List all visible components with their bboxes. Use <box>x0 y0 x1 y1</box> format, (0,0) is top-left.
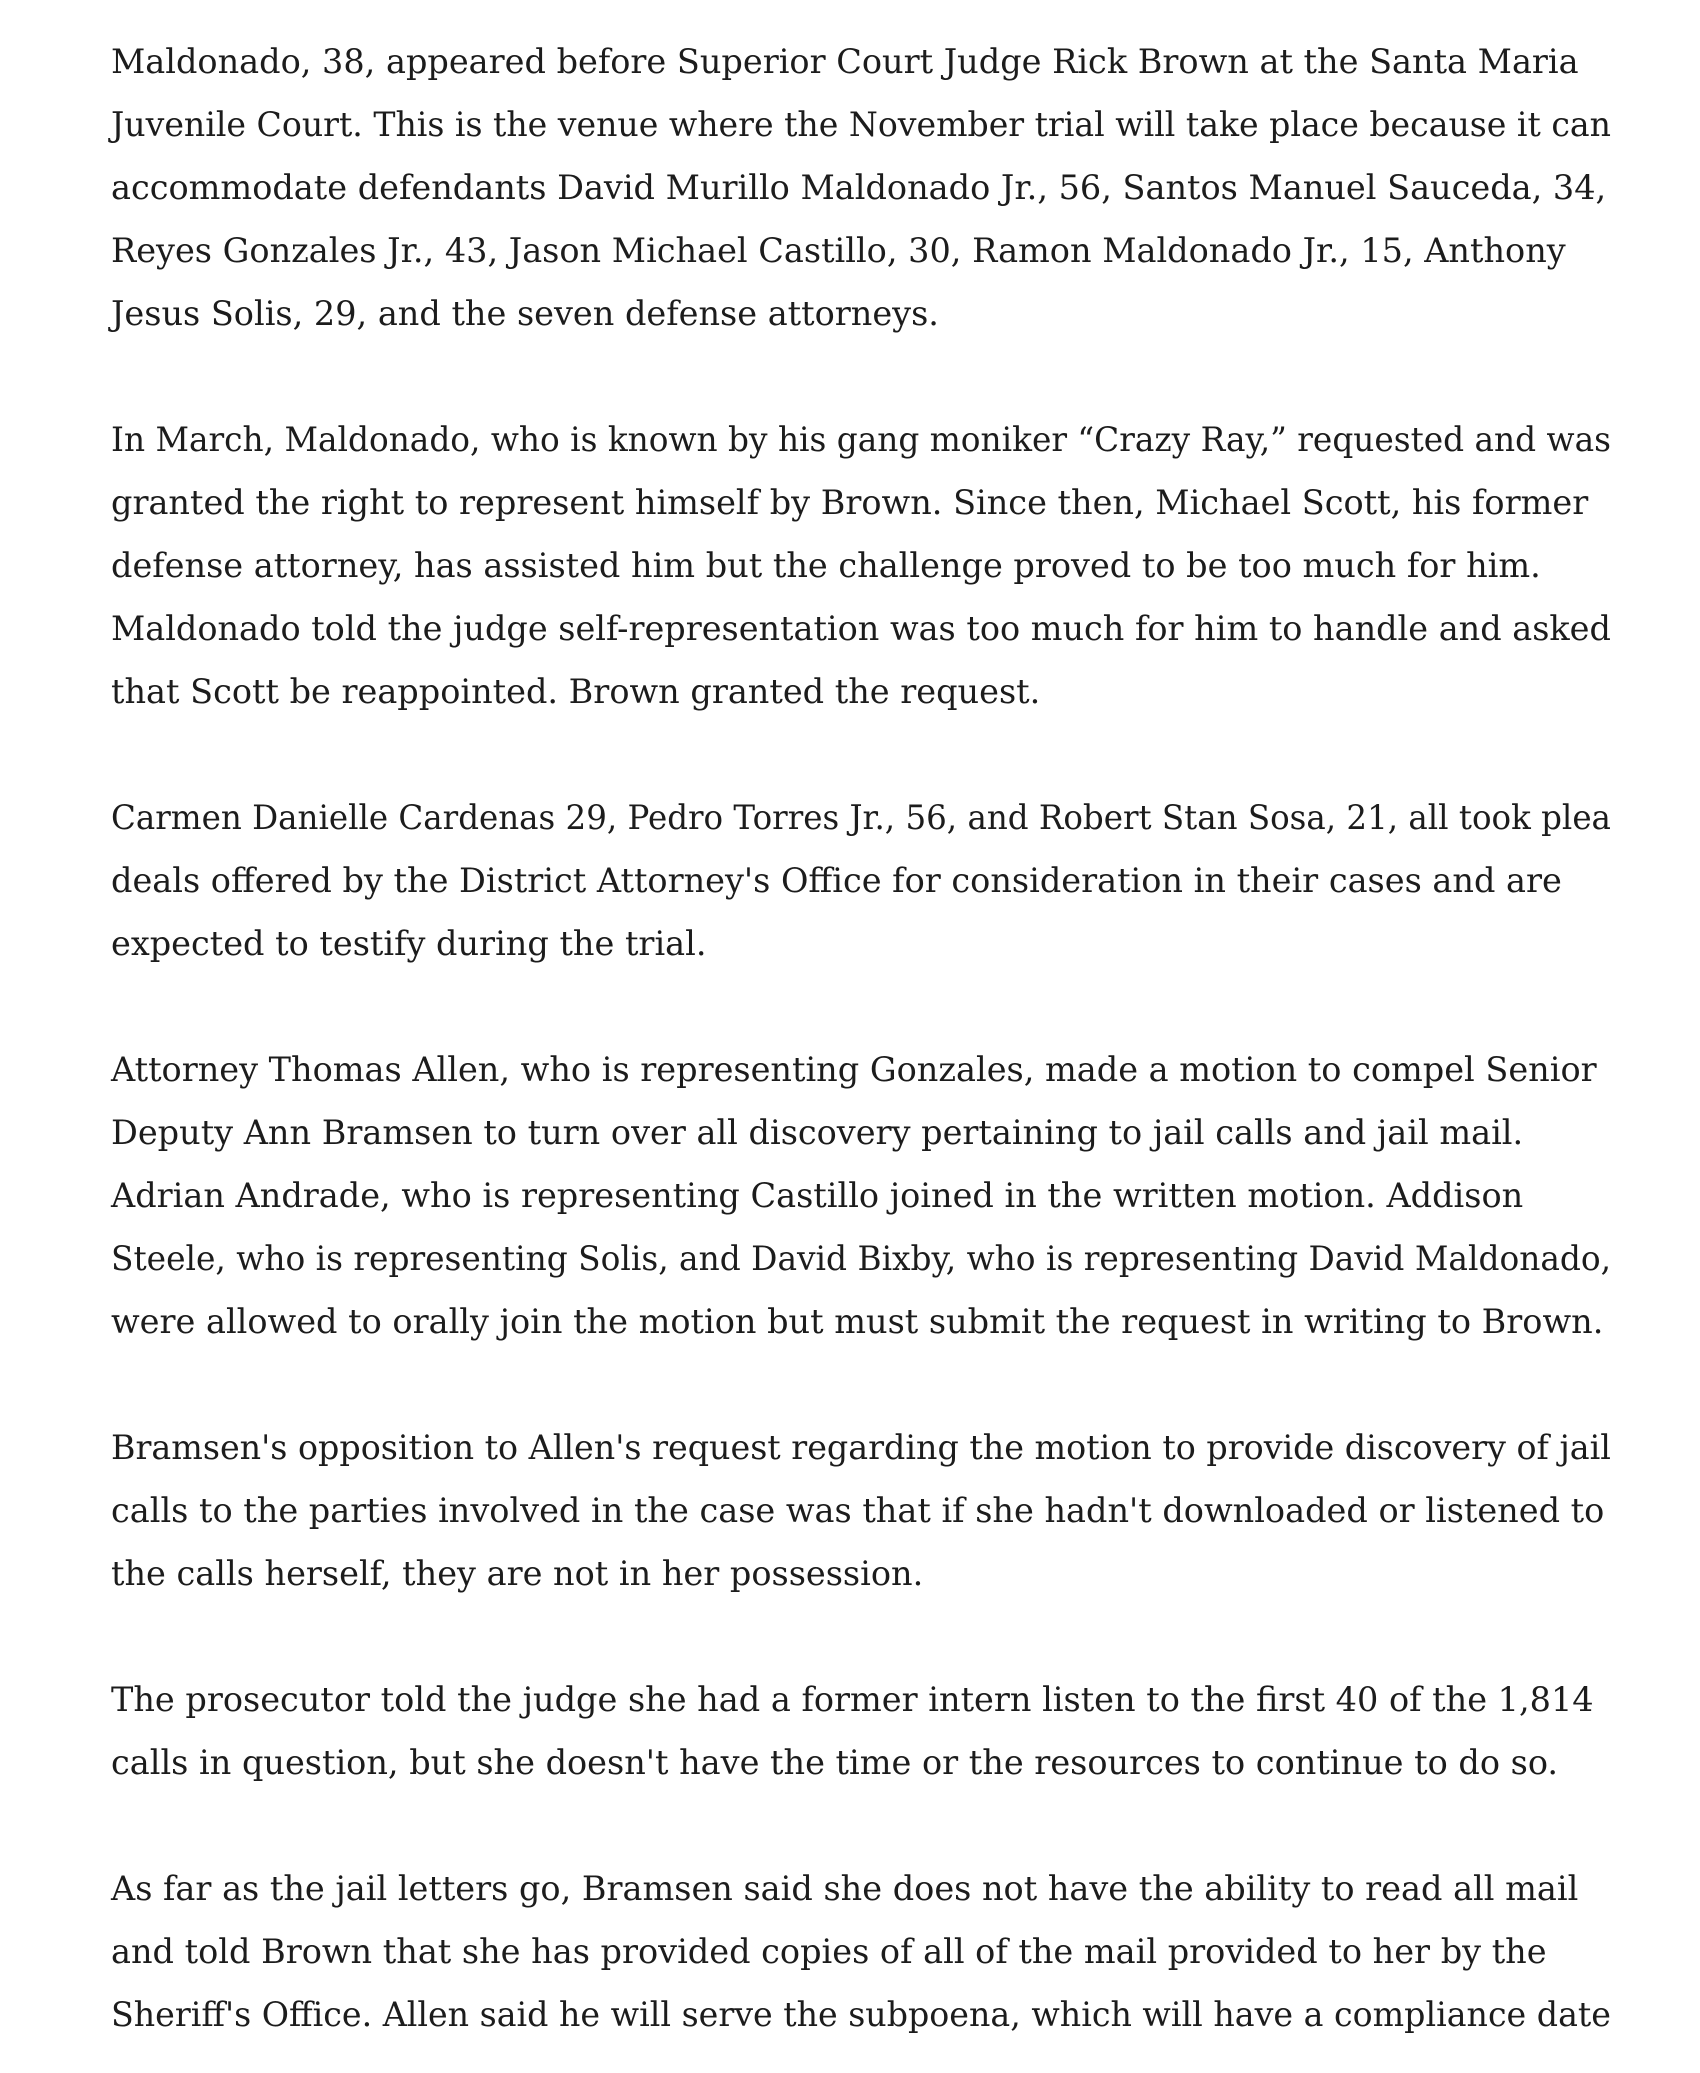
paragraph-line: defense attorney, has assisted him but the challenge proved to be too much for him. <box>111 546 1541 585</box>
paragraph-line: calls in question, but she doesn't have the time or the resources to continue to do so. <box>111 1743 1559 1782</box>
paragraph-line: Maldonado, 38, appeared before Superior Court Judge Rick Brown at the Santa Maria <box>111 42 1579 81</box>
paragraph-line: Adrian Andrade, who is representing Castillo joined in the written motion. Addison <box>111 1176 1524 1215</box>
paragraph-4 <box>111 1038 1611 1353</box>
paragraph-line: Sheriff's Office. Allen said he will serve the subpoena, which will have a compliance date <box>111 1995 1611 2034</box>
paragraph-5 <box>111 1416 1611 1605</box>
paragraph-line: Attorney Thomas Allen, who is representing Gonzales, made a motion to compel Senior <box>111 1050 1597 1089</box>
paragraph-line: Maldonado told the judge self-representation was too much for him to handle and asked <box>111 609 1611 648</box>
paragraph-line: Bramsen's opposition to Allen's request regarding the motion to provide discovery of jail <box>111 1428 1611 1467</box>
paragraph-line: Deputy Ann Bramsen to turn over all discovery pertaining to jail calls and jail mail. <box>111 1113 1524 1152</box>
paragraph-line: were allowed to orally join the motion but must submit the request in writing to Brown. <box>111 1302 1604 1341</box>
paragraph-line: granted the right to represent himself by Brown. Since then, Michael Scott, his former <box>111 483 1589 522</box>
paragraph-line: accommodate defendants David Murillo Maldonado Jr., 56, Santos Manuel Sauceda, 34, <box>111 168 1607 207</box>
paragraph-line: expected to testify during the trial. <box>111 924 707 963</box>
paragraph-line: Reyes Gonzales Jr., 43, Jason Michael Castillo, 30, Ramon Maldonado Jr., 15, Anthony <box>111 231 1566 270</box>
paragraph-line: Jesus Solis, 29, and the seven defense attorneys. <box>111 294 939 333</box>
paragraph-line: and told Brown that she has provided copies of all of the mail provided to her by the <box>111 1932 1547 1971</box>
paragraph-6 <box>111 1668 1611 1794</box>
paragraph-line: Juvenile Court. This is the venue where the November trial will take place because it can <box>111 105 1611 144</box>
paragraph-1 <box>111 30 1611 345</box>
paragraph-3 <box>111 786 1611 975</box>
article-body <box>111 30 1611 2046</box>
paragraph-line: deals offered by the District Attorney's Office for consideration in their cases and are <box>111 861 1562 900</box>
paragraph-line: calls to the parties involved in the case was that if she hadn't downloaded or listened to <box>111 1491 1605 1530</box>
paragraph-7 <box>111 1857 1611 2046</box>
paragraph-2 <box>111 408 1611 723</box>
paragraph-line: The prosecutor told the judge she had a former intern listen to the first 40 of the 1,814 <box>111 1680 1594 1719</box>
paragraph-line: In March, Maldonado, who is known by his gang moniker “Crazy Ray,” requested and was <box>111 420 1611 459</box>
paragraph-line: that Scott be reappointed. Brown granted the request. <box>111 672 1041 711</box>
paragraph-line: Carmen Danielle Cardenas 29, Pedro Torres Jr., 56, and Robert Stan Sosa, 21, all took plea <box>111 798 1611 837</box>
paragraph-line: As far as the jail letters go, Bramsen said she does not have the ability to read all mail <box>111 1869 1579 1908</box>
paragraph-line: Steele, who is representing Solis, and David Bixby, who is representing David Maldonado, <box>111 1239 1612 1278</box>
paragraph-line: the calls herself, they are not in her possession. <box>111 1554 924 1593</box>
